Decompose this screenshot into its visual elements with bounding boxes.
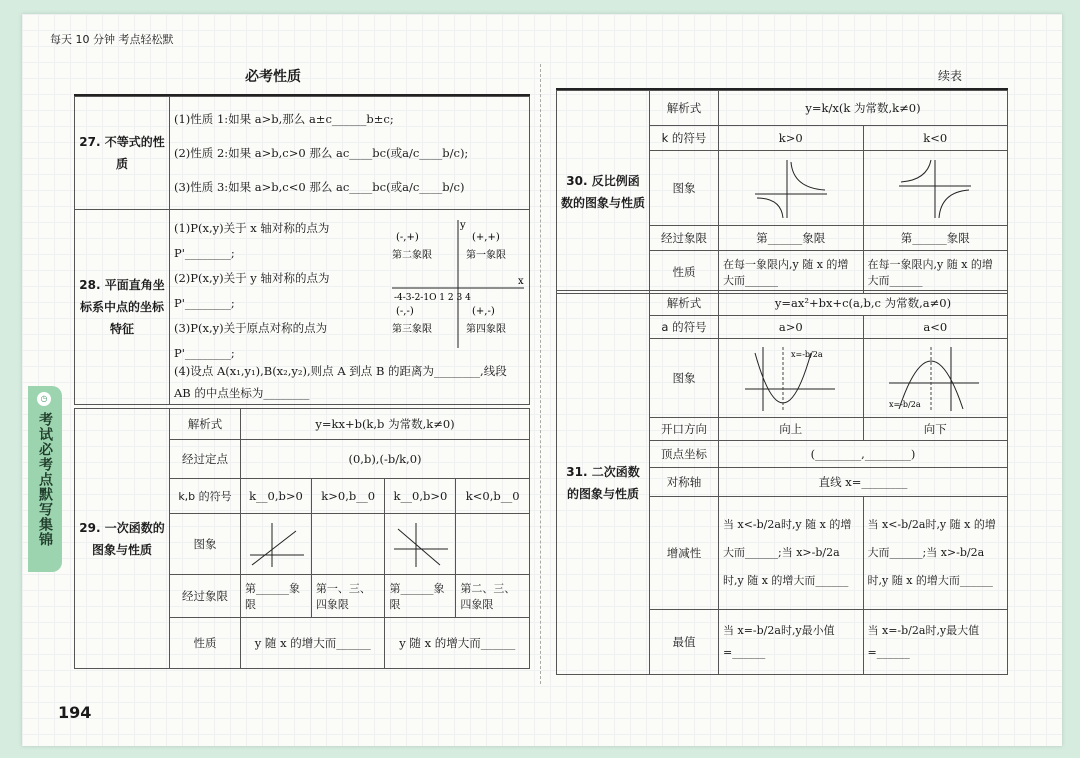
s29-quad-3: 第______象限 xyxy=(385,575,456,618)
s29-graph-1 xyxy=(241,514,312,575)
x-ticks: -4-3-2-1O 1 2 3 4 xyxy=(394,293,471,303)
q3-label: 第三象限 xyxy=(392,324,432,335)
s29-prop-label: 性质 xyxy=(170,618,241,669)
s30-prop-1: 在每一象限内,y 随 x 的增大而______ xyxy=(719,251,864,294)
q1-sign: (+,+) xyxy=(472,232,500,243)
side-tab xyxy=(28,386,62,572)
table-30 xyxy=(556,90,1008,294)
item-28-4: (4)设点 A(x₁,y₁),B(x₂,y₂),则点 A 到点 B 的距离为________,线段 AB 的中点坐标为________ xyxy=(174,364,507,400)
label-30: 30. 反比例函数的图象与性质 xyxy=(557,91,650,294)
prop-27-1: (1)性质 1:如果 a>b,那么 a±c______b±c; xyxy=(174,112,394,126)
s29-quad-label: 经过象限 xyxy=(170,575,241,618)
running-header: 每天 10 分钟 考点轻松默 xyxy=(50,33,174,46)
row-27 xyxy=(75,97,530,210)
s31-vertex: (________,________) xyxy=(719,441,1008,468)
s29-graph-2 xyxy=(311,514,385,575)
s29-sign-2: k>0,b__0 xyxy=(311,479,385,514)
s30-sign-label: k 的符号 xyxy=(650,126,719,151)
s31-graph-label: 图象 xyxy=(650,339,719,418)
s29-graph-label: 图象 xyxy=(170,514,241,575)
row-28 xyxy=(75,210,530,405)
s29-fixed-label: 经过定点 xyxy=(170,440,241,479)
q2-sign: (-,+) xyxy=(396,232,419,243)
s29-sign-4: k<0,b__0 xyxy=(456,479,530,514)
s31-mono-label: 增减性 xyxy=(650,497,719,610)
s29-prop-2: y 随 x 的增大而______ xyxy=(385,618,530,669)
s30-sign-2: k<0 xyxy=(863,126,1008,151)
label-28: 28. 平面直角坐标系中点的坐标特征 xyxy=(75,210,170,405)
s31-sign-1: a>0 xyxy=(719,316,864,339)
s30-graph-1 xyxy=(719,151,864,226)
label-29: 29. 一次函数的图象与性质 xyxy=(75,409,170,669)
s29-quad-1: 第______象限 xyxy=(241,575,312,618)
coordinate-plane xyxy=(388,216,528,351)
s31-mono-2: 当 x<-b/2a时,y 随 x 的增大而______;当 x>-b/2a时,y 随 x 的增大而______ xyxy=(863,497,1008,610)
s31-open-1: 向上 xyxy=(719,418,864,441)
x-axis-label: x xyxy=(518,276,524,287)
s31-open-2: 向下 xyxy=(863,418,1008,441)
s31-mono-1: 当 x<-b/2a时,y 随 x 的增大而______;当 x>-b/2a时,y 随 x 的增大而______ xyxy=(719,497,864,610)
parabola-down xyxy=(885,343,985,413)
s30-graph-label: 图象 xyxy=(650,151,719,226)
q4-label: 第四象限 xyxy=(466,324,506,335)
s30-quad-1: 第______象限 xyxy=(719,226,864,251)
s29-prop-1: y 随 x 的增大而______ xyxy=(241,618,385,669)
s30-quad-label: 经过象限 xyxy=(650,226,719,251)
s31-graph-2 xyxy=(863,339,1008,418)
continued-label: 续表 xyxy=(938,69,963,83)
table-31 xyxy=(556,290,1008,675)
s31-vertex-label: 顶点坐标 xyxy=(650,441,719,468)
s29-graph-3 xyxy=(385,514,456,575)
s31-graph-1 xyxy=(719,339,864,418)
s31-extreme-2: 当 x=-b/2a时,y最大值=______ xyxy=(863,610,1008,675)
s29-sign-3: k__0,b>0 xyxy=(385,479,456,514)
clock-icon: ◷ xyxy=(37,392,51,406)
s31-extreme-1: 当 x=-b/2a时,y最小值=______ xyxy=(719,610,864,675)
q1-label: 第一象限 xyxy=(466,250,506,261)
hyperbola-negative xyxy=(895,156,975,220)
s29-expr-label: 解析式 xyxy=(170,409,241,440)
s29-quad-4: 第二、三、四象限 xyxy=(456,575,530,618)
q3-sign: (-,-) xyxy=(396,306,414,317)
s29-fixed: (0,b),(-b/k,0) xyxy=(241,440,530,479)
s31-expr-label: 解析式 xyxy=(650,291,719,316)
hyperbola-positive xyxy=(751,156,831,220)
label-27: 27. 不等式的性质 xyxy=(75,97,170,210)
y-axis-label: y xyxy=(460,220,466,231)
s30-quad-2: 第______象限 xyxy=(863,226,1008,251)
s29-graph-4 xyxy=(456,514,530,575)
s30-prop-2: 在每一象限内,y 随 x 的增大而______ xyxy=(863,251,1008,294)
s31-axis-label: 对称轴 xyxy=(650,468,719,497)
s31-sign-2: a<0 xyxy=(863,316,1008,339)
q4-sign: (+,-) xyxy=(472,306,495,317)
s31-extreme-label: 最值 xyxy=(650,610,719,675)
table-29 xyxy=(74,408,530,669)
s31-sign-label: a 的符号 xyxy=(650,316,719,339)
item-28-2: (2)P(x,y)关于 y 轴对称的点为P'________; xyxy=(174,271,330,310)
label-31: 31. 二次函数的图象与性质 xyxy=(557,291,650,675)
line-graph-rising xyxy=(246,519,306,569)
side-tab-label: 考试必考点默写集锦 xyxy=(37,412,53,547)
s31-axis: 直线 x=________ xyxy=(719,468,1008,497)
s30-expr: y=k/x(k 为常数,k≠0) xyxy=(719,91,1008,126)
cell-27 xyxy=(170,97,530,210)
s29-sign-label: k,b 的符号 xyxy=(170,479,241,514)
parabola-up xyxy=(741,343,841,413)
page-fold xyxy=(540,64,542,684)
page-number: 194 xyxy=(58,703,92,722)
prop-27-3: (3)性质 3:如果 a>b,c<0 那么 ac____bc(或a/c____b/c) xyxy=(174,180,465,194)
s29-sign-1: k__0,b>0 xyxy=(241,479,312,514)
section-title: 必考性质 xyxy=(245,69,301,85)
q2-label: 第二象限 xyxy=(392,250,432,261)
prop-27-2: (2)性质 2:如果 a>b,c>0 那么 ac____bc(或a/c____b/c); xyxy=(174,146,469,160)
s30-sign-1: k>0 xyxy=(719,126,864,151)
s30-expr-label: 解析式 xyxy=(650,91,719,126)
s30-prop-label: 性质 xyxy=(650,251,719,294)
item-28-1: (1)P(x,y)关于 x 轴对称的点为P'________; xyxy=(174,221,330,260)
s29-quad-2: 第一、三、四象限 xyxy=(311,575,385,618)
axis-note-2: x=-b/2a xyxy=(889,400,921,409)
s31-expr: y=ax²+bx+c(a,b,c 为常数,a≠0) xyxy=(719,291,1008,316)
s30-graph-2 xyxy=(863,151,1008,226)
item-28-3: (3)P(x,y)关于原点对称的点为P'________; xyxy=(174,321,328,360)
axis-note-1: x=-b/2a xyxy=(790,350,823,359)
s29-expr: y=kx+b(k,b 为常数,k≠0) xyxy=(241,409,530,440)
s31-open-label: 开口方向 xyxy=(650,418,719,441)
cell-28 xyxy=(170,210,530,405)
line-graph-falling xyxy=(390,519,450,569)
table-27-28 xyxy=(74,96,530,405)
